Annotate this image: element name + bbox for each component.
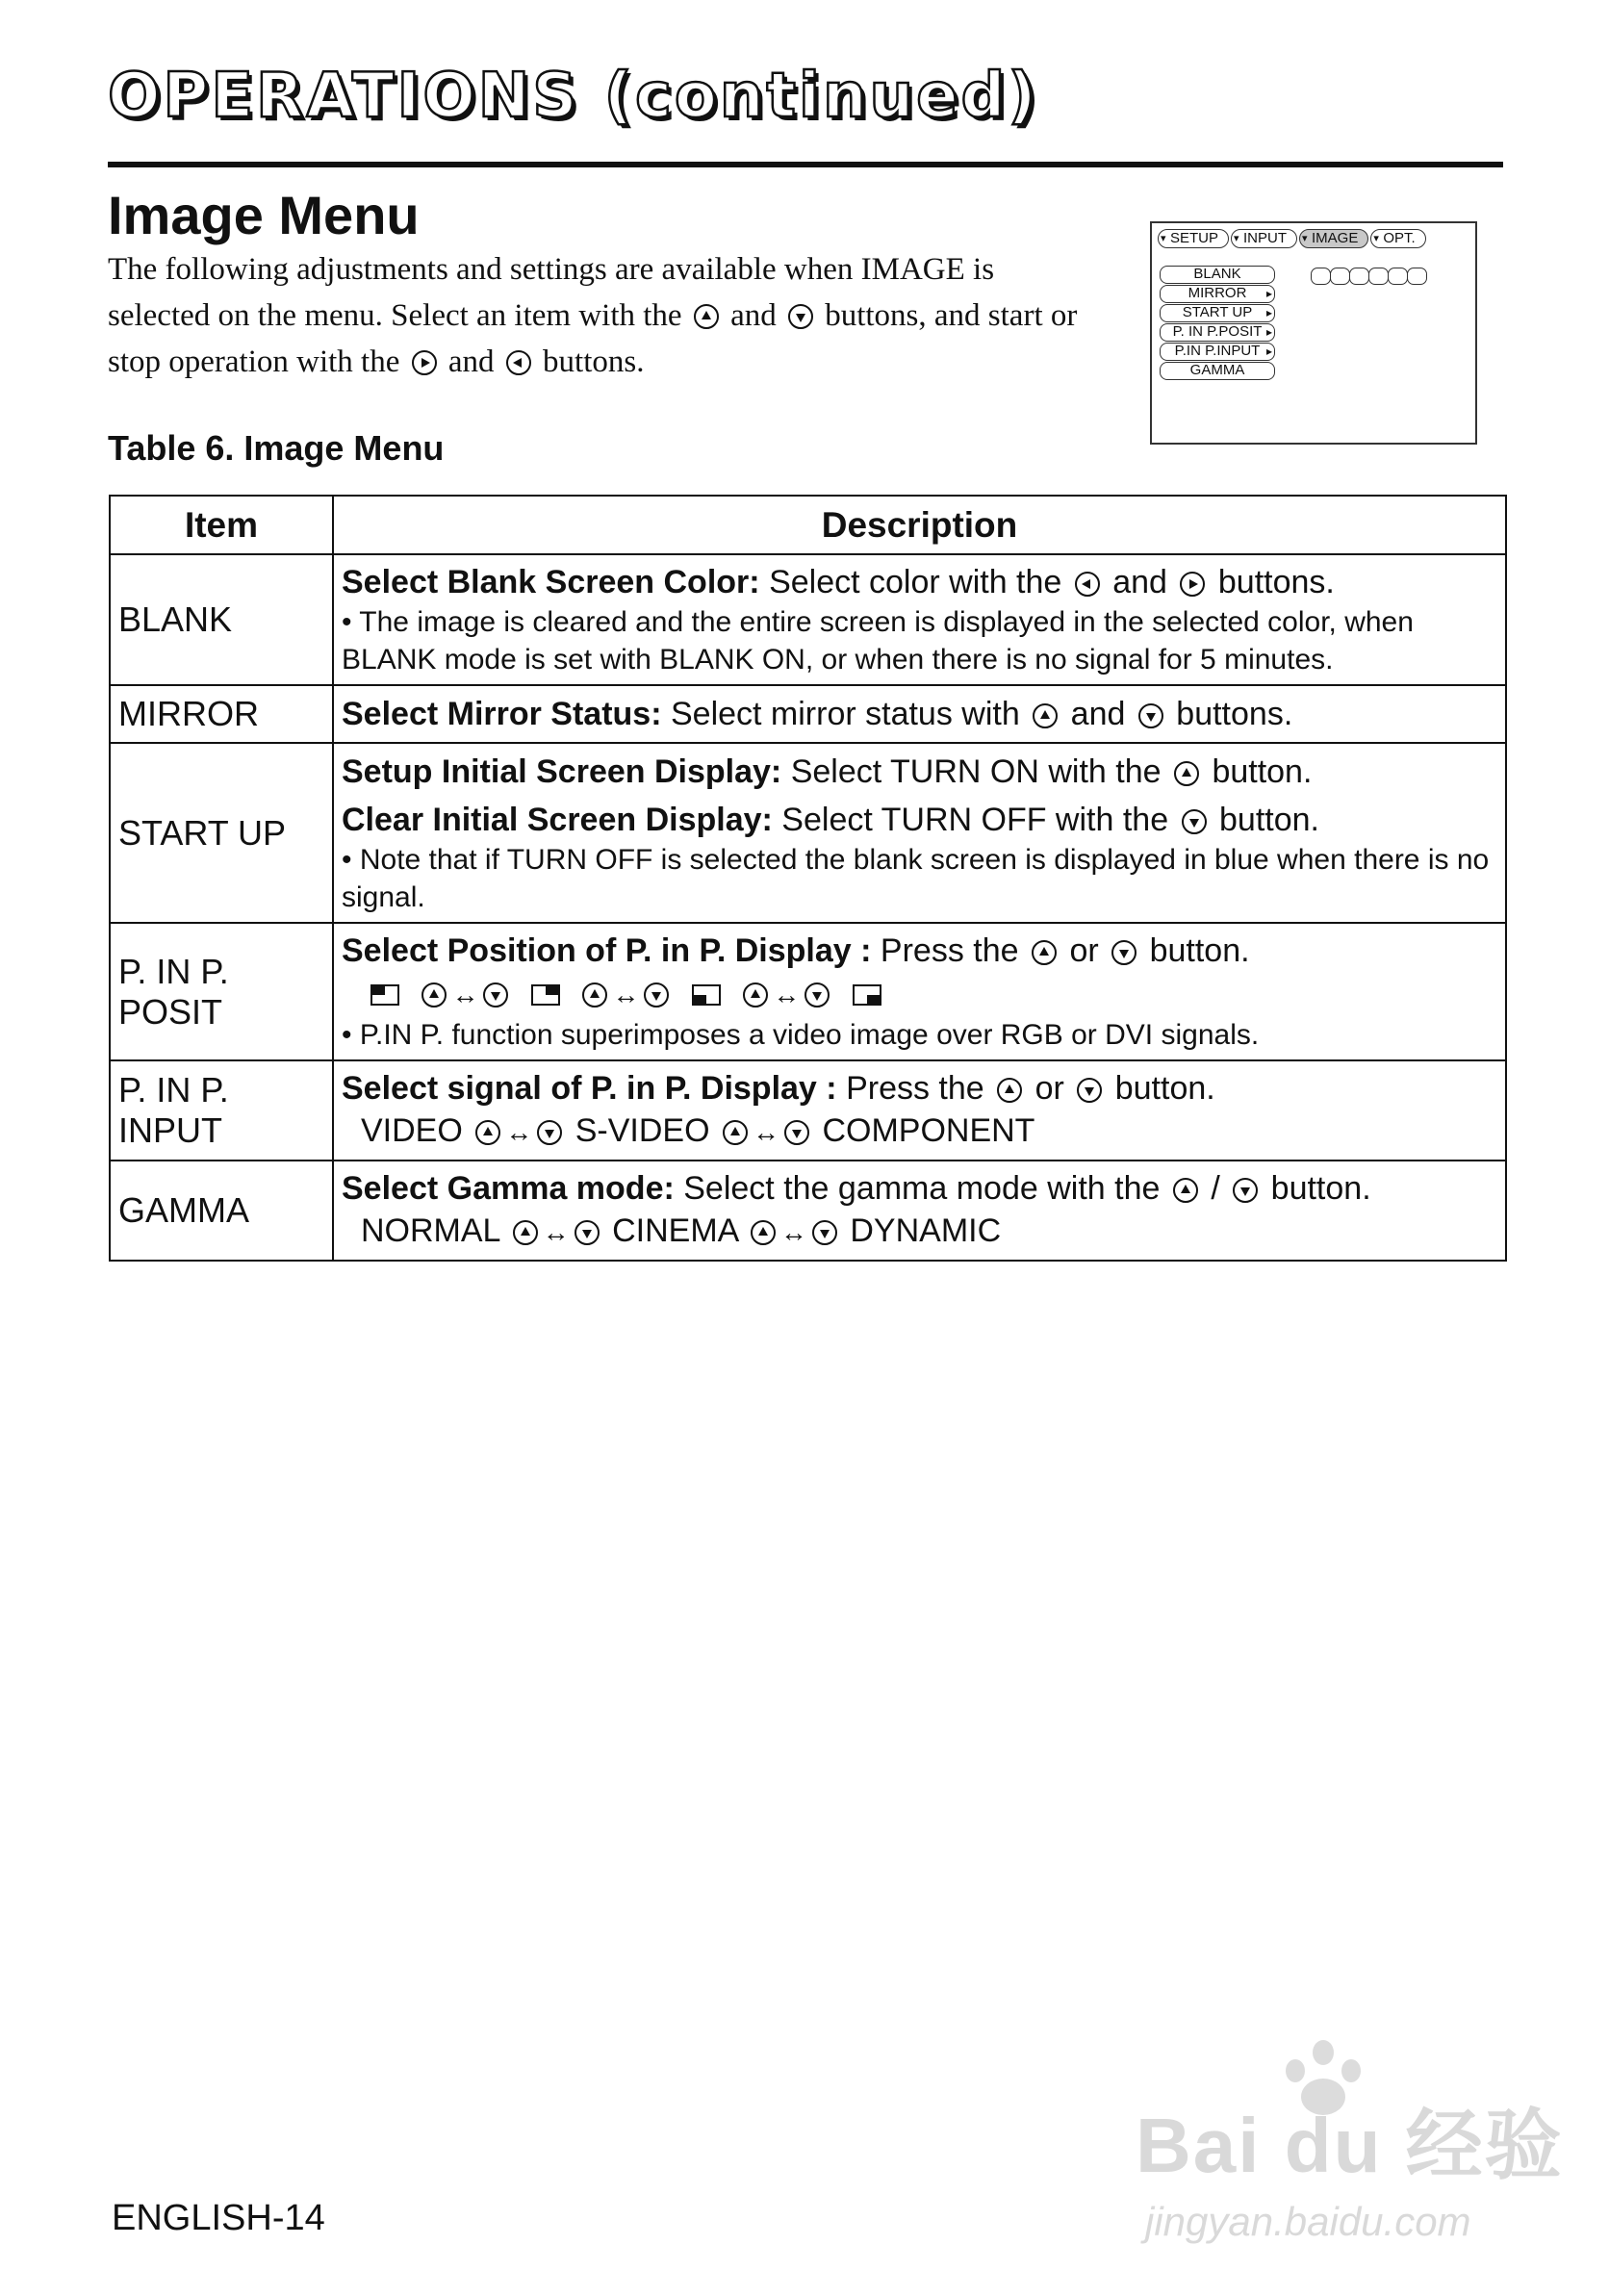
desc-text: Press the [880,932,1019,969]
desc-cell-startup [333,743,1506,923]
osd-menu-illustration [1150,221,1477,445]
down-button-icon [1138,703,1163,728]
desc-note: • P.IN P. function superimposes a video image over RGB or DVI signals. [342,1019,1260,1051]
position-top-right-icon [531,984,560,1006]
table-header-row [110,496,1506,554]
table-row [110,554,1506,685]
down-button-icon [812,1220,837,1245]
option-label: CINEMA [612,1212,738,1249]
osd-tab-image: ▾ IMAGE [1299,229,1368,248]
desc-bold: Setup Initial Screen Display: [342,753,782,790]
item-cell-startup: START UP [110,743,333,923]
page-number: ENGLISH-14 [112,2198,325,2238]
double-arrow-icon: ↔ [505,1117,533,1147]
desc-tail: button. [1149,932,1250,969]
header-rule [108,162,1503,167]
double-arrow-icon: ↔ [612,980,640,1009]
desc-and: and [1070,696,1126,732]
intro-paragraph [108,246,1089,385]
option-label: S-VIDEO [575,1112,710,1149]
down-button-icon [644,982,669,1008]
option-label: NORMAL [361,1212,500,1249]
intro-text-2: buttons, and start or stop operation with the [108,298,1078,379]
intro-text-3: buttons. [543,344,645,379]
up-button-icon [513,1220,538,1245]
double-arrow-icon: ↔ [773,980,801,1009]
desc-tail: button. [1270,1170,1371,1207]
up-button-icon [582,982,607,1008]
osd-swatch [1330,268,1350,285]
item-cell-pinp-input [110,1060,333,1161]
osd-swatch [1349,268,1369,285]
desc-note: • Note that if TURN OFF is selected the blank screen is displayed in blue when there is no signal. [342,843,1490,913]
up-button-icon [1032,940,1057,965]
option-label: DYNAMIC [850,1212,1002,1249]
up-button-icon [723,1120,748,1145]
double-arrow-icon: ↔ [779,1217,807,1247]
desc-cell-pinp-posit [333,923,1506,1060]
table-row [110,743,1506,923]
right-button-icon [1180,572,1205,597]
desc-tail: buttons. [1217,564,1335,600]
double-arrow-icon: ↔ [752,1117,779,1147]
watermark-logo: Bai du 经验 [1136,2103,1564,2188]
section-header: OPERATIONS (continued) [108,61,1039,132]
osd-tab-opt: ▾ OPT. [1370,229,1425,248]
osd-swatch [1368,268,1389,285]
item-label-line: P. IN P. [118,1070,229,1110]
desc-or: or [1034,1070,1064,1107]
desc-text: Press the [846,1070,984,1107]
position-bottom-right-icon [853,984,881,1006]
desc-text: Select mirror status with [670,696,1020,732]
table-row [110,1060,1506,1161]
position-top-left-icon [370,984,399,1006]
signal-cycle [342,1110,1497,1154]
desc-tail: button. [1212,753,1313,790]
down-button-icon [784,1120,809,1145]
down-button-icon [788,304,813,329]
up-button-icon [997,1078,1022,1103]
osd-item-pinp-posit: P. IN P.POSIT ▸ [1160,323,1275,342]
osd-item-mirror: MIRROR ▸ [1160,285,1275,303]
up-button-icon [751,1220,776,1245]
osd-item-pinp-input: P.IN P.INPUT ▸ [1160,343,1275,361]
desc-cell-pinp-input [333,1060,1506,1161]
down-button-icon [1111,940,1137,965]
table-row [110,1161,1506,1261]
item-label-line: P. IN P. [118,951,229,991]
watermark-url: jingyan.baidu.com [1145,2199,1471,2244]
up-button-icon [1174,761,1199,786]
osd-swatch [1388,268,1408,285]
intro-and-2: and [447,344,495,379]
desc-tail: buttons. [1176,696,1293,732]
up-button-icon [1033,703,1058,728]
desc-text: Select the gamma mode with the [683,1170,1161,1207]
osd-tab-input: ▾ INPUT [1231,229,1297,248]
item-label-line: INPUT [118,1110,222,1150]
image-menu-table [109,495,1507,1262]
double-arrow-icon: ↔ [542,1217,570,1247]
desc-bold: Select Gamma mode: [342,1170,675,1207]
left-button-icon [506,350,531,375]
intro-text-1: The following adjustments and settings are available when IMAGE is selected on the menu. Select an item with the [108,252,995,333]
column-header-item: Item [110,496,333,554]
desc-text: Select TURN ON with the [790,753,1162,790]
item-label-line: POSIT [118,991,223,1032]
desc-text: Select color with the [769,564,1062,600]
down-button-icon [1182,809,1207,834]
column-header-description: Description [333,496,1506,554]
double-arrow-icon: ↔ [451,980,479,1009]
down-button-icon [483,982,508,1008]
desc-cell-gamma [333,1161,1506,1261]
osd-item-blank: BLANK [1160,266,1275,284]
position-cycle [342,972,1497,1016]
left-button-icon [1075,572,1100,597]
down-button-icon [1233,1178,1258,1203]
item-cell-pinp-posit [110,923,333,1060]
table-row [110,685,1506,743]
table-caption: Table 6. Image Menu [108,428,445,468]
up-button-icon [475,1120,500,1145]
desc-bold: Select Position of P. in P. Display : [342,932,872,969]
item-cell-gamma: GAMMA [110,1161,333,1261]
desc-tail: button. [1219,801,1319,838]
osd-item-startup: START UP ▸ [1160,304,1275,322]
osd-color-swatches [1311,268,1426,285]
desc-bold: Clear Initial Screen Display: [342,801,773,838]
desc-slash: / [1211,1170,1220,1207]
up-button-icon [743,982,768,1008]
right-button-icon [412,350,437,375]
up-button-icon [421,982,447,1008]
down-button-icon [575,1220,600,1245]
intro-and-1: and [730,298,777,333]
osd-swatch [1311,268,1331,285]
osd-items [1160,266,1275,381]
table-row [110,923,1506,1060]
down-button-icon [537,1120,562,1145]
desc-cell-blank [333,554,1506,685]
gamma-cycle [342,1210,1497,1254]
desc-and: and [1112,564,1167,600]
desc-cell-mirror [333,685,1506,743]
desc-or: or [1069,932,1099,969]
up-button-icon [694,304,719,329]
option-label: COMPONENT [822,1112,1035,1149]
osd-tabs [1158,229,1426,248]
down-button-icon [804,982,830,1008]
position-bottom-left-icon [692,984,721,1006]
down-button-icon [1077,1078,1102,1103]
item-cell-mirror: MIRROR [110,685,333,743]
up-button-icon [1173,1178,1198,1203]
osd-item-gamma: GAMMA [1160,362,1275,380]
desc-bold: Select signal of P. in P. Display : [342,1070,837,1107]
desc-text: Select TURN OFF with the [781,801,1169,838]
option-label: VIDEO [361,1112,463,1149]
osd-tab-setup: ▾ SETUP [1158,229,1229,248]
desc-note: • The image is cleared and the entire screen is displayed in the selected color, when BLANK mode is set with BLANK ON, or when there is no signal for 5 minutes. [342,606,1414,676]
item-cell-blank: BLANK [110,554,333,685]
desc-bold: Select Mirror Status: [342,696,662,732]
desc-tail: button. [1114,1070,1215,1107]
page-title: Image Menu [108,185,420,245]
osd-swatch [1407,268,1427,285]
desc-bold: Select Blank Screen Color: [342,564,760,600]
